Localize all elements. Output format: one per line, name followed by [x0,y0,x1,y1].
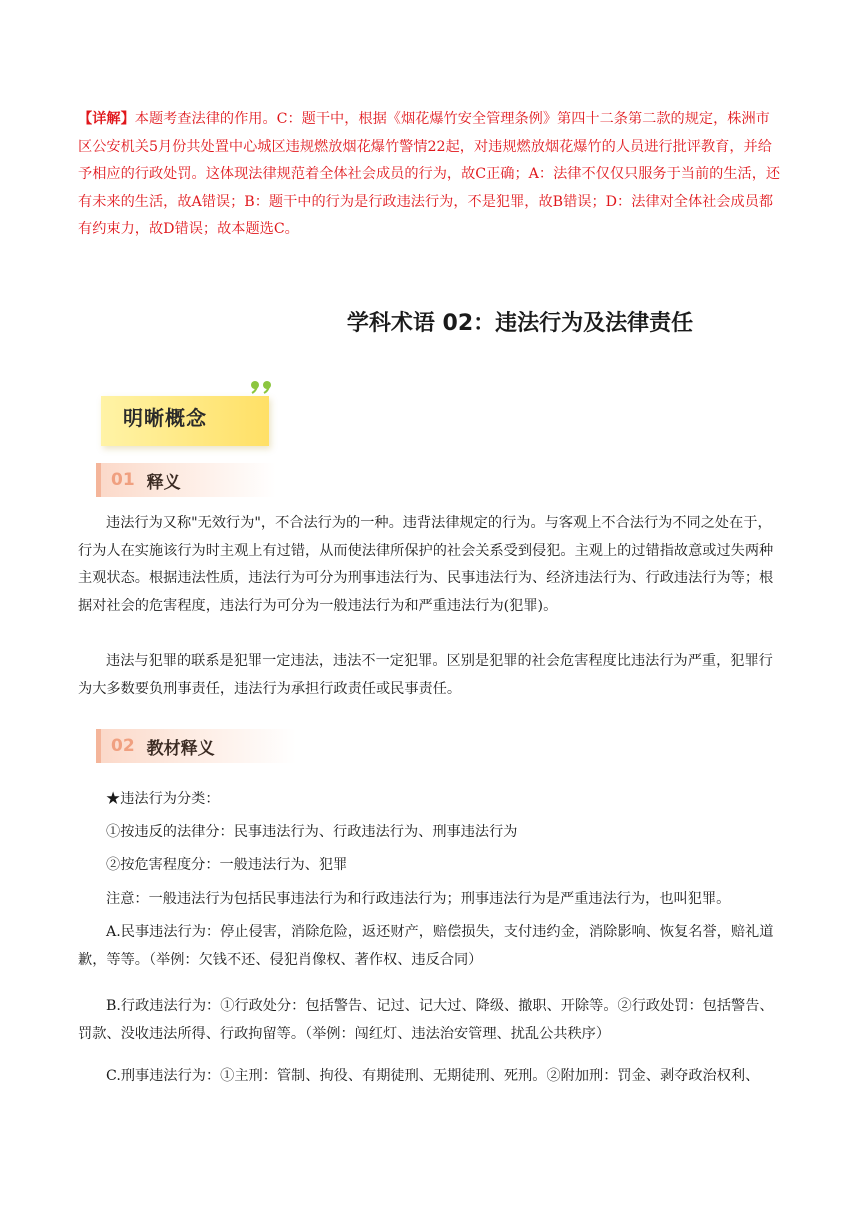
textbook-item-criminal: C.刑事违法行为：①主刑：管制、拘役、有期徒刑、无期徒刑、死刑。②附加刑：罚金、剥夺政治权利、 [106,1068,760,1084]
definition-paragraph-1: 违法行为又称"无效行为"，不合法行为的一种。违背法律规定的行为。与客观上不合法行为不同之处在于，行为人在实施该行为时主观上有过错，从而使法律所保护的社会关系受到侵犯。主观上的过错指故意或过失两种主观状态。根据违法性质，违法行为可分为刑事违法行为、民事违法行为、经济违法行为、行政违法行为等；根据对社会的危害程度，违法行为可分为一般违法行为和严重违法行为(犯罪)。 [78,515,774,614]
detail-paragraph [78,106,784,244]
textbook-line: ①按违反的法律分：民事违法行为、行政违法行为、刑事违法行为 [106,824,518,840]
section-header-textbook [96,729,296,763]
detail-text: 本题考查法律的作用。C：题干中，根据《烟花爆竹安全管理条例》第四十二条第二款的规定，株洲市区公安机关5月份共处置中心城区违规燃放烟花爆竹警情22起，对违规燃放烟花爆竹的人员进行批评教育，并给予相应的行政处罚。这体现法律规范着全体社会成员的行为，故C正确；A：法律不仅仅只服务于当前的生活，还有未来的生活，故A错误；B：题干中的行为是行政违法行为，不是犯罪，故B错误；D：法律对全体社会成员都有约束力，故D错误；故本题选C。 [78,111,781,237]
section-bar [96,463,101,497]
concept-banner [101,388,271,444]
textbook-item-administrative: B.行政违法行为：①行政处分：包括警告、记过、记大过、降级、撤职、开除等。②行政处罚：包括警告、罚款、没收违法所得、行政拘留等。（举例：闯红灯、违法治安管理、扰乱公共秩序） [78,998,774,1042]
section-number: 01 [111,470,135,490]
section-number: 02 [111,736,135,756]
detail-tag: 【详解】 [78,111,135,127]
quote-mark-icon [250,380,276,394]
textbook-item-civil: A.民事违法行为：停止侵害，消除危险，返还财产，赔偿损失，支付违约金，消除影响、恢复名誉，赔礼道歉，等等。（举例：欠钱不还、侵犯肖像权、著作权、违反合同） [78,924,774,968]
section-header-definition [96,463,276,497]
concept-banner-label: 明晰概念 [123,406,207,430]
page-title: 学科术语 02：违法行为及法律责任 [346,311,694,336]
textbook-line: ②按危害程度分：一般违法行为、犯罪 [106,857,348,873]
section-label: 教材释义 [146,738,215,759]
textbook-line: ★违法行为分类： [106,791,220,807]
section-bar [96,729,101,763]
section-label: 释义 [146,472,181,493]
definition-paragraph-2: 违法与犯罪的联系是犯罪一定违法，违法不一定犯罪。区别是犯罪的社会危害程度比违法行为严重，犯罪行为大多数要负刑事责任，违法行为承担行政责任或民事责任。 [78,653,773,697]
textbook-note: 注意：一般违法行为包括民事违法行为和行政违法行为；刑事违法行为是严重违法行为，也叫犯罪。 [106,891,731,907]
